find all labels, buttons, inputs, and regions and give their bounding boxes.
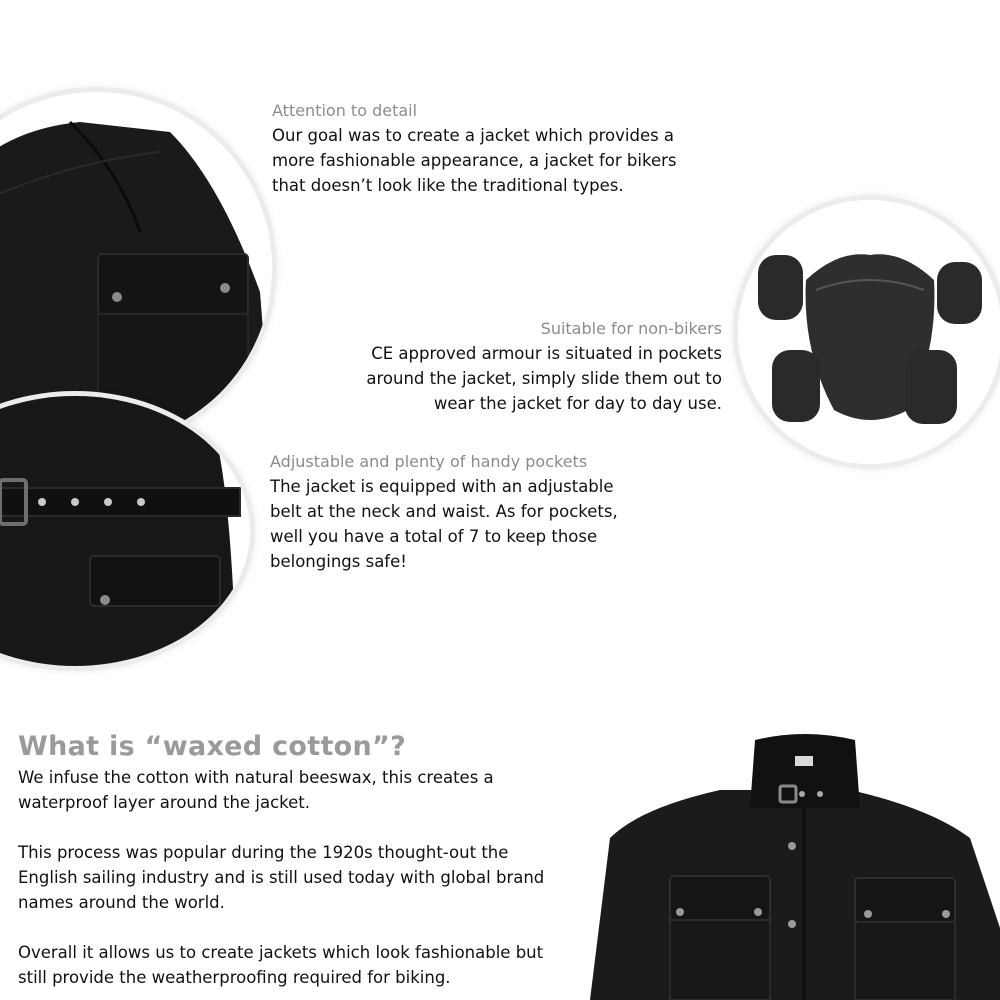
feature-nonbikers-line-2: around the jacket, simply slide them out to bbox=[366, 369, 722, 388]
feature-attention-line-2: more fashionable appearance, a jacket for bikers bbox=[272, 151, 677, 170]
feature-nonbikers-line-3: wear the jacket for day to day use. bbox=[433, 394, 722, 413]
waxed-p2-line-3: names around the world. bbox=[18, 893, 225, 912]
waxed-p2-line-2: English sailing industry and is still used today with global brand bbox=[18, 868, 545, 887]
waxed-p3-line-1: Overall it allows us to create jackets which look fashionable but bbox=[18, 943, 544, 962]
feature-nonbikers-line-1: CE approved armour is situated in pockets bbox=[371, 344, 722, 363]
waxed-cotton-text bbox=[18, 765, 588, 990]
feature-pockets-subtitle: Adjustable and plenty of handy pockets bbox=[270, 452, 588, 471]
feature-attention-subtitle: Attention to detail bbox=[272, 101, 418, 120]
waxed-p1-line-2: waterproof layer around the jacket. bbox=[18, 793, 310, 812]
feature-attention-line-3: that doesn’t look like the traditional types. bbox=[272, 176, 624, 195]
shoulder-closeup-image bbox=[0, 92, 272, 444]
feature-attention-block bbox=[272, 98, 732, 198]
waxed-cotton-heading: What is “waxed cotton”? bbox=[18, 731, 407, 762]
feature-pockets-line-2: belt at the neck and waist. As for pockets, bbox=[270, 502, 618, 521]
belt-pocket-image bbox=[0, 396, 250, 666]
feature-pockets-line-4: belongings safe! bbox=[270, 552, 407, 571]
feature-nonbikers-block bbox=[262, 316, 722, 416]
feature-pockets-line-1: The jacket is equipped with an adjustable bbox=[270, 477, 614, 496]
jacket-image bbox=[570, 728, 1000, 1000]
waxed-p3-line-2: still provide the weatherproofing required for biking. bbox=[18, 968, 451, 987]
feature-pockets-line-3: well you have a total of 7 to keep those bbox=[270, 527, 598, 546]
waxed-p2-line-1: This process was popular during the 1920s thought-out the bbox=[18, 843, 509, 862]
feature-nonbikers-subtitle: Suitable for non-bikers bbox=[540, 319, 722, 338]
feature-attention-line-1: Our goal was to create a jacket which provides a bbox=[272, 126, 675, 145]
feature-pockets-block bbox=[270, 449, 730, 574]
armour-pieces-image bbox=[738, 200, 1000, 464]
waxed-p1-line-1: We infuse the cotton with natural beeswax, this creates a bbox=[18, 768, 494, 787]
